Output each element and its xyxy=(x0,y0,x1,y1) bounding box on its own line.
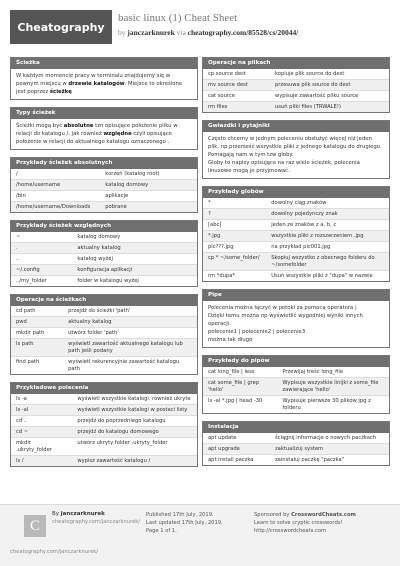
table-row: /home/username katalog domowy xyxy=(11,180,197,191)
right-column xyxy=(202,57,390,473)
section-path-operations xyxy=(10,294,198,375)
example-commands-table xyxy=(11,394,197,466)
table-row: find path wyświetl rekurencyjnie zawartość katalogu path xyxy=(16,358,180,372)
section-title: Pipe xyxy=(203,290,389,301)
table-row: . aktualny katalog xyxy=(11,243,197,254)
table-row: ls -al *.jpg | head -30 Wypisuje pierwsze 30 plików jpg z folderu xyxy=(208,397,371,411)
section-title: Instalacja xyxy=(203,422,389,433)
table-row: mkdir .ukryty_folder utwórz ukryty folder .ukryty_folder xyxy=(11,438,197,456)
table-row: apt upgrade zaktualizuj system xyxy=(203,444,389,455)
table-row: .. katalog wyżej xyxy=(11,254,197,265)
section-text: Ścieżki mogą być absolutne tzn opisujące położenie pliku w relacji do katalogu /, jak również względne czyli opisujące położenie w relacji do aktualnego katalogu oznaczonego . xyxy=(16,123,178,145)
table-row: cp * ~/some_folder/ Skopiuj wszystko z obecnego folderu do ~/somefolder xyxy=(203,253,389,271)
table-row: /bin aplikacje xyxy=(11,191,197,202)
section-title: Operacje na ścieżkach xyxy=(11,295,197,306)
absolute-paths-table xyxy=(11,169,197,212)
table-row: ls / wypisz zawartość katalogu / xyxy=(11,456,197,467)
installation-table xyxy=(203,433,389,465)
footer-site-url[interactable]: cheatography.com/janczarknurek/ xyxy=(10,549,99,555)
table-row: ls -al wyświetl wszystkie katalogi w postaci listy xyxy=(11,405,197,416)
section-installation xyxy=(202,421,390,466)
table-row: cp source dest kopiuje plik source do dest xyxy=(203,69,389,80)
table-row: cat some_file | grep 'hello' Wypisuje wszystkie linijki z some_file zawierające 'hello' xyxy=(203,378,389,396)
sponsor-link[interactable]: CrosswordCheats.com xyxy=(291,512,356,518)
cheatography-logo[interactable] xyxy=(10,10,112,44)
section-pipe xyxy=(202,289,390,348)
section-relative-paths xyxy=(10,220,198,287)
table-row: cat source wypisuje zawartość pliku source xyxy=(203,91,389,102)
author-link[interactable]: janczarknurek xyxy=(127,28,175,37)
footer xyxy=(0,504,400,566)
footer-author: By janczarknurek xyxy=(52,511,105,517)
logo-text: Cheatography xyxy=(17,20,105,34)
header xyxy=(0,0,400,54)
table-row: / korzeń (katalog root) xyxy=(11,169,197,180)
table-row: apt update ściągnij informacje o nowych paczkach xyxy=(203,433,389,444)
pipe-examples-table xyxy=(203,367,389,413)
sheet-url-link[interactable]: cheatography.com/85528/cs/20044/ xyxy=(187,28,299,37)
section-title: Ścieżka xyxy=(11,58,197,69)
section-glob-examples xyxy=(202,186,390,282)
section-text: Często chcemy w jednym poleceniu obsłużyć więcej niż jeden plik, np przenieść wszystkie pliki z jednego katalogu do drugiego. Pomagają nam w tym tzw globy. Globy to napisy opisujące na raz wiele ścieżek, polecenia linuxowe mogą je przyjmować. xyxy=(208,136,382,174)
section-title: Przykładowe polecenia xyxy=(11,383,197,394)
table-row: *.jpg wszystkie pliki z rozszerzeniem .jpg xyxy=(203,231,389,242)
section-pipe-examples xyxy=(202,355,390,414)
section-title: Typy ścieżek xyxy=(11,108,197,119)
table-row: cd path przejdź do ścieżki 'path' xyxy=(11,306,197,317)
section-title: Gwiazdki i pytajniki xyxy=(203,121,389,132)
footer-author-url[interactable]: cheatography.com/janczarknurek/ xyxy=(52,519,141,525)
footer-sponsor: Sponsored by CrosswordCheats.com Learn to solve cryptic crosswords! http://crosswordcheats.com xyxy=(254,512,356,534)
section-sciezka xyxy=(10,57,198,100)
table-row: mkdir path utwórz folder 'path' xyxy=(11,328,197,339)
table-row: apt install paczka zainstaluj paczkę "paczka" xyxy=(208,456,345,463)
section-text: W każdym momencie pracy w terminalu znajdujemy się w pewnym miejscu w drzewie katalogów. Miejsce to określone jest poprzez ścieżkę xyxy=(16,73,183,95)
section-file-operations xyxy=(202,57,390,113)
section-absolute-paths xyxy=(10,157,198,213)
table-row: ls -a wyświetl wszystkie katalogi, również ukryte xyxy=(11,394,197,405)
path-operations-table xyxy=(11,306,197,374)
section-title: Przykłady ścieżek względnych xyxy=(11,221,197,232)
table-row: cd ~ przejdź do katalogu domowego xyxy=(11,427,197,438)
sponsor-url[interactable]: http://crosswordcheats.com xyxy=(254,528,327,534)
table-row: cat long_file | less Przewijaj treść long_file xyxy=(203,367,389,378)
footer-publish-info: Published 17th July, 2019. Last updated 17th July, 2019. Page 1 of 1. xyxy=(146,512,223,534)
glob-examples-table xyxy=(203,198,389,281)
table-row: * dowolny ciąg znaków xyxy=(203,198,389,209)
table-row: ? dowolny pojedynczy znak xyxy=(203,209,389,220)
section-text: Polecenia można łączyć w potoki za pomocą operatora | Dzięki temu można np wyświetlić wygodniej wyniki innych operacji. polecenie1 | polecenie2 | polecenie3 można tak długo xyxy=(208,305,363,343)
table-row: mv source dest przesuwa plik source do dest xyxy=(203,80,389,91)
table-row: rm *dupa* Usuń wszystkie pliki z "dupa" w nazwie xyxy=(208,272,373,279)
section-globs-intro xyxy=(202,120,390,179)
table-row: rm files usuń pliki files (TRWALE!) xyxy=(203,102,389,113)
table-row: ~ katalog domowy xyxy=(11,232,197,243)
table-row: pic???.jpg na przykład pic001.jpg xyxy=(203,242,389,253)
table-row: cd .. przejdź do poprzedniego katalogu xyxy=(11,416,197,427)
section-title: Przykłady ścieżek absolutnych xyxy=(11,158,197,169)
section-title: Przykłady do pipów xyxy=(203,356,389,367)
section-title: Operacje na plikach xyxy=(203,58,389,69)
section-title: Przykłady globów xyxy=(203,187,389,198)
table-row: ../my_folder folder w katalogu wyżej xyxy=(16,277,139,284)
section-typy-sciezek xyxy=(10,107,198,150)
page-title: basic linux (1) Cheat Sheet xyxy=(118,12,238,24)
author-avatar[interactable]: C xyxy=(24,515,46,537)
table-row: /home/username/Downloads pobrane xyxy=(11,202,197,213)
left-column xyxy=(10,57,198,474)
footer-author-link[interactable]: janczarknurek xyxy=(60,511,105,517)
table-row: ls path wyświetl zawartość aktualnego katalogu lub path jeśli podany xyxy=(11,339,197,357)
table-row: [abc] jeden ze znaków z a, b, c xyxy=(203,220,389,231)
relative-paths-table xyxy=(11,232,197,286)
file-operations-table xyxy=(203,69,389,112)
table-row: ~/.config konfiguracja aplikacji xyxy=(11,265,197,276)
table-row: pwd aktualny katalog xyxy=(11,317,197,328)
section-example-commands xyxy=(10,382,198,467)
page-subtitle: by janczarknurek via cheatography.com/85528/cs/20044/ xyxy=(118,28,299,37)
